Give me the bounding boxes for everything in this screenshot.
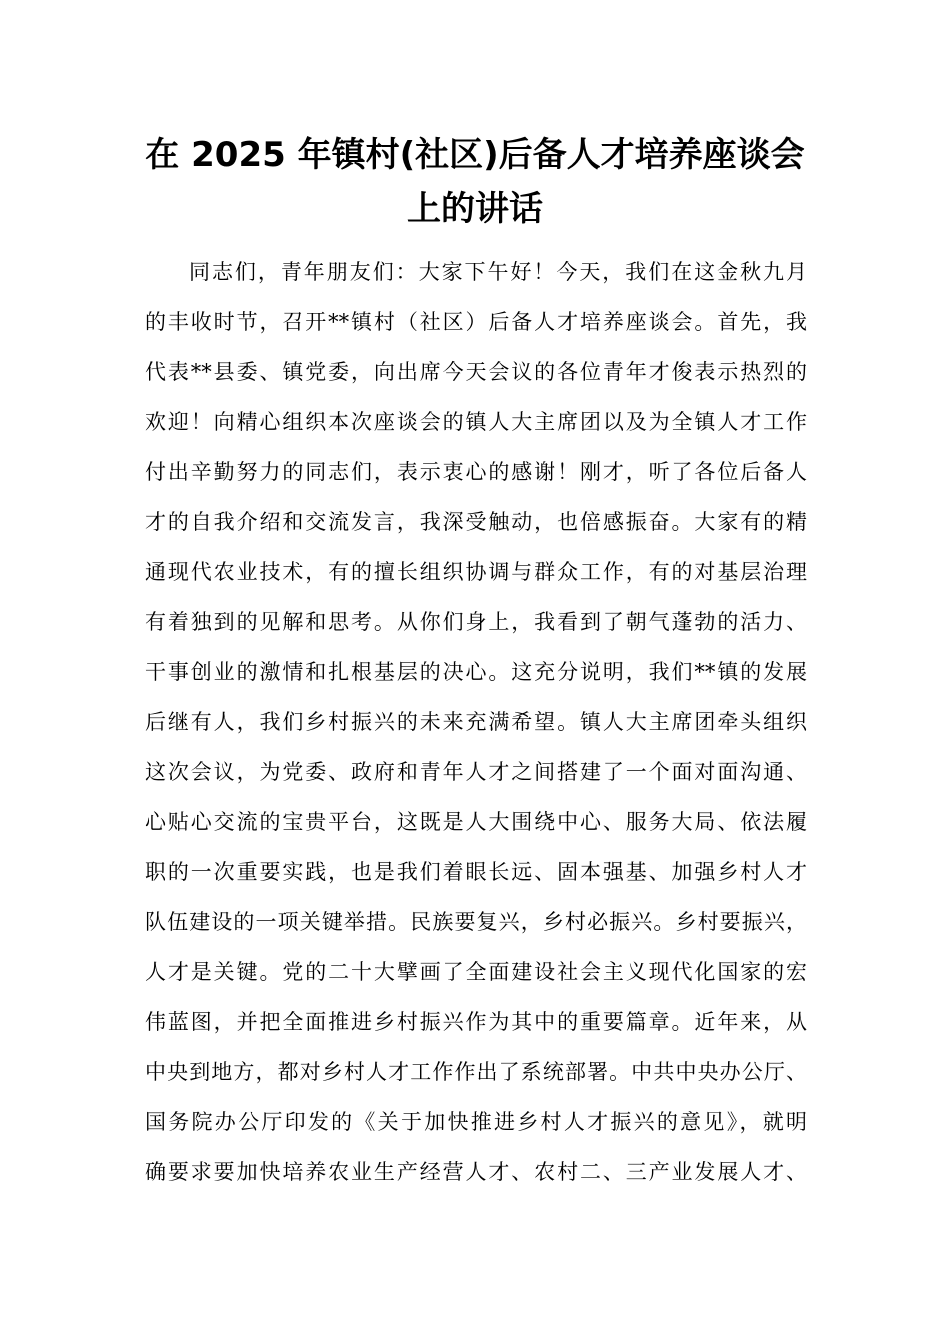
title-line-1: 在 2025 年镇村(社区)后备人才培养座谈会: [145, 135, 805, 175]
body-line: 人才是关键。党的二十大擘画了全面建设社会主义现代化国家的宏: [145, 960, 807, 984]
body-line: 干事创业的激情和扎根基层的决心。这充分说明，我们**镇的发展: [145, 660, 807, 684]
body-line: 心贴心交流的宝贵平台，这既是人大围绕中心、服务大局、依法履: [145, 810, 807, 834]
body-line: 通现代农业技术，有的擅长组织协调与群众工作，有的对基层治理: [145, 560, 807, 584]
title-line-2: 上的讲话: [407, 189, 543, 229]
body-line: 国务院办公厅印发的《关于加快推进乡村人才振兴的意见》，就明: [145, 1110, 807, 1134]
body-line: 伟蓝图，并把全面推进乡村振兴作为其中的重要篇章。近年来，从: [145, 1010, 807, 1034]
body-line: 中央到地方，都对乡村人才工作作出了系统部署。中共中央办公厅、: [145, 1060, 807, 1084]
body-line: 确要求要加快培养农业生产经营人才、农村二、三产业发展人才、: [145, 1160, 807, 1184]
body-line: 代表**县委、镇党委，向出席今天会议的各位青年才俊表示热烈的: [145, 360, 807, 384]
body-line: 后继有人，我们乡村振兴的未来充满希望。镇人大主席团牵头组织: [145, 710, 807, 734]
body-line: 的丰收时节，召开**镇村（社区）后备人才培养座谈会。首先，我: [145, 310, 807, 334]
body-line: 队伍建设的一项关键举措。民族要复兴，乡村必振兴。乡村要振兴，: [145, 910, 807, 934]
body-line: 欢迎！向精心组织本次座谈会的镇人大主席团以及为全镇人才工作: [145, 410, 807, 434]
body-line: 有着独到的见解和思考。从你们身上，我看到了朝气蓬勃的活力、: [145, 610, 807, 634]
body-line: 同志们，青年朋友们：大家下午好！今天，我们在这金秋九月: [189, 260, 807, 284]
body-line: 这次会议，为党委、政府和青年人才之间搭建了一个面对面沟通、: [145, 760, 807, 784]
document-body: [145, 247, 807, 1197]
body-line: 付出辛勤努力的同志们，表示衷心的感谢！刚才，听了各位后备人: [145, 460, 807, 484]
body-line: 职的一次重要实践，也是我们着眼长远、固本强基、加强乡村人才: [145, 860, 807, 884]
body-line: 才的自我介绍和交流发言，我深受触动，也倍感振奋。大家有的精: [145, 510, 807, 534]
document-title: [100, 128, 850, 236]
